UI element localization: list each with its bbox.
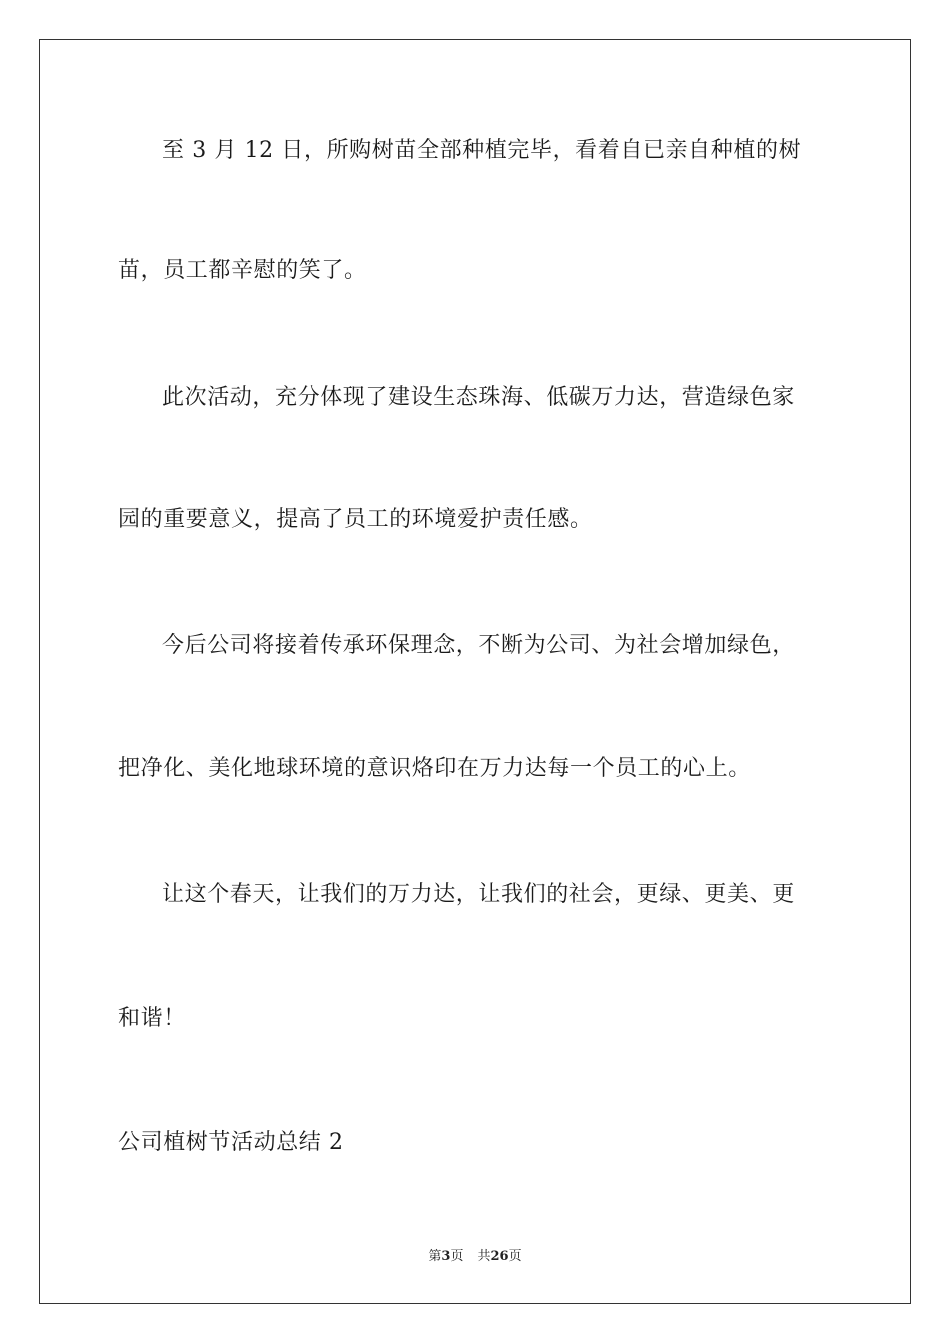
- total-suffix: 页: [508, 1249, 522, 1264]
- paragraph-1-line-1: 至 3 月 12 日，所购树苗全部种植完毕，看着自已亲自种植的树: [162, 138, 802, 163]
- total-pages: 26: [490, 1249, 509, 1264]
- paragraph-3-line-2: 把净化、美化地球环境的意识烙印在万力达每一个员工的心上。: [118, 756, 751, 781]
- paragraph-2-line-2: 园的重要意义，提高了员工的环境爱护责任感。: [118, 507, 593, 532]
- page-number: 3: [441, 1249, 451, 1264]
- paragraph-4-line-2: 和谐！: [118, 1006, 186, 1031]
- page-border: [39, 39, 911, 1304]
- page-suffix: 页: [450, 1249, 464, 1264]
- section-heading: 公司植树节活动总结 2: [118, 1130, 344, 1155]
- total-prefix: 共: [477, 1249, 491, 1264]
- paragraph-2-line-1: 此次活动，充分体现了建设生态珠海、低碳万力达，营造绿色家: [162, 385, 795, 410]
- page-footer: [0, 1248, 950, 1266]
- paragraph-4-line-1: 让这个春天，让我们的万力达，让我们的社会，更绿、更美、更: [162, 882, 795, 907]
- paragraph-1-line-2: 苗，员工都辛慰的笑了。: [118, 258, 367, 283]
- paragraph-3-line-1: 今后公司将接着传承环保理念，不断为公司、为社会增加绿色，: [162, 633, 795, 658]
- page-prefix: 第: [428, 1249, 442, 1264]
